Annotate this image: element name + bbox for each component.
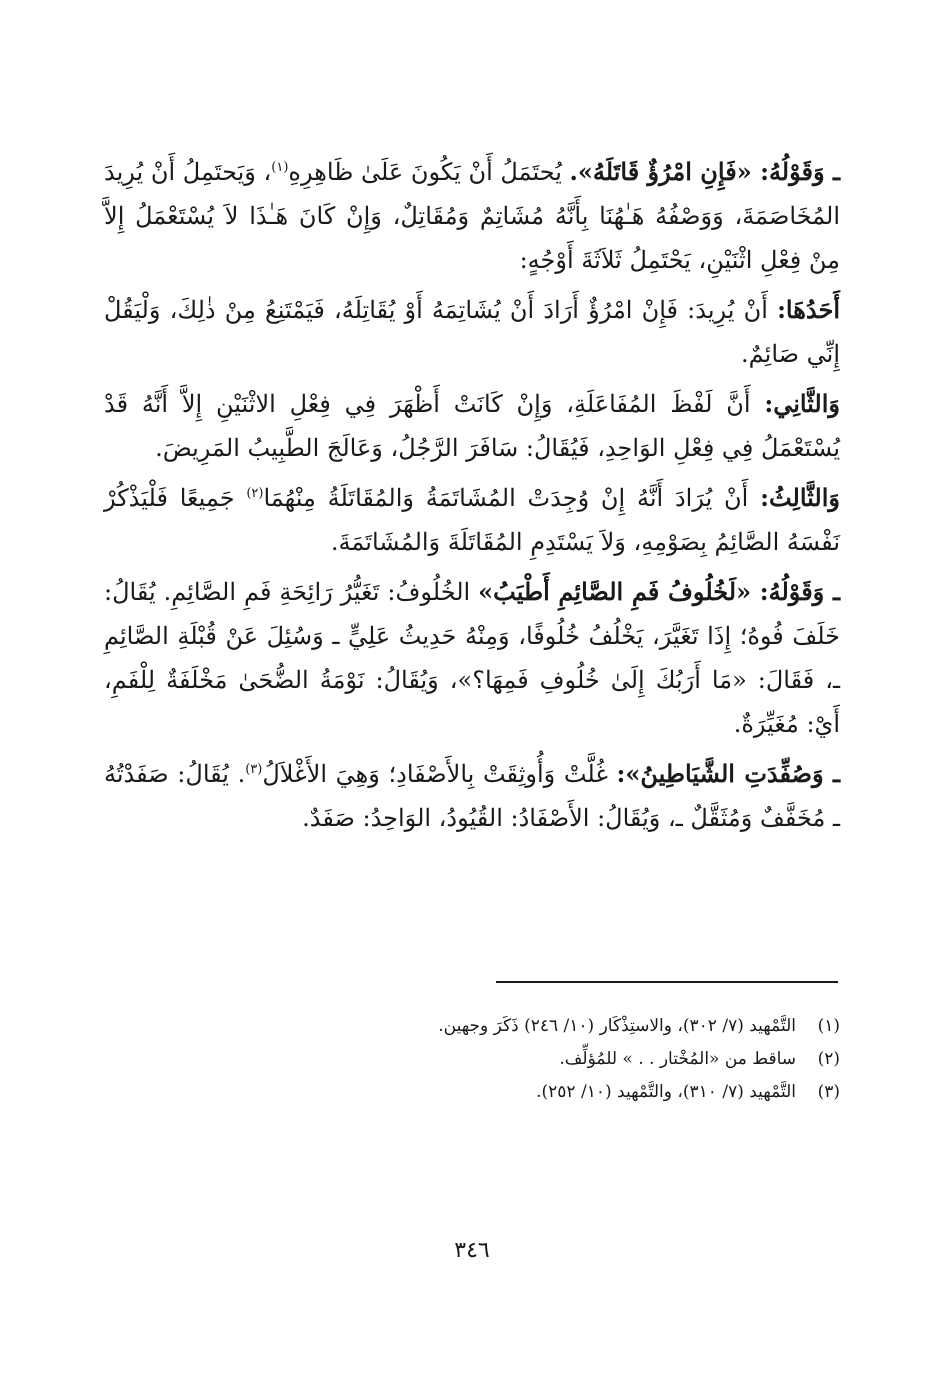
footnote-number: (٣) (817, 1082, 840, 1102)
footnote-item (104, 1076, 840, 1109)
footnote-number: (١) (817, 1016, 840, 1036)
footnote-item (104, 1010, 840, 1043)
paragraph-3 (104, 382, 840, 470)
paragraph-tail: . يُقَالُ: صَفَدْتُهُ ـ مُخَفَّفٌ وَمُثَقَّلٌ ـ، وَيُقَالُ: الأَصْفَادُ: القُيُودُ، الوَاحِدُ: صَفَدٌ. (104, 760, 840, 832)
paragraph-lead: ـ وَقَوْلُهُ: «لَخُلُوفُ فَمِ الصَّائِمِ أَطْيَبُ» (478, 577, 840, 606)
footnote-text: التَّمْهيد (٧/ ٣٠٢)، والاستِذْكَار (١٠/ ٢٤٦) ذَكَرَ وجهين. (438, 1016, 796, 1036)
paragraph-lead: وَالثَّالِثُ: (760, 483, 840, 512)
paragraph-6 (104, 752, 840, 840)
footnote-ref: (١) (271, 160, 289, 175)
footnote-divider (496, 981, 838, 983)
footnotes (104, 1010, 840, 1109)
footnote-ref: (٢) (246, 486, 264, 501)
paragraph-lead: أَحَدُهَا: (777, 295, 840, 324)
footnote-text: التَّمْهيد (٧/ ٣١٠)، والتَّمْهيد (١٠/ ٢٥٢). (536, 1082, 796, 1102)
paragraph-text: أَنَّ لَفْظَ المُفَاعَلَةِ، وَإِنْ كَانَتْ أَظْهَرَ فِي فِعْلِ الاثْنَيْنِ إِلاَّ أَنَّهُ قَدْ يُسْتَعْمَلُ فِي فِعْلِ الوَاحِدِ، فَيُقَالُ: سَافَرَ الرَّجُلُ، وَعَالَجَ الطَّبِيبُ المَرِيضَ. (104, 390, 840, 462)
page-number: ٣٤٦ (454, 1238, 490, 1263)
paragraph-tail: جَمِيعًا فَلْيَذْكُرْ نَفْسَهُ الصَّائِمُ بِصَوْمِهِ، وَلاَ يَسْتَدِمِ المُقَاتَلَةَ وَالمُشَاتَمَةَ. (104, 484, 840, 556)
paragraph-2 (104, 288, 840, 376)
paragraph-4 (104, 476, 840, 564)
paragraph-text: أَنْ يُرِيدَ: فَإِنْ امْرُؤٌ أَرَادَ أَنْ يُشَاتِمَهُ أَوْ يُقَاتِلَهُ، فَيَمْتَنِعُ مِنْ ذٰلِكَ، وَلْيَقُلْ إِنِّي صَائِمٌ. (104, 296, 840, 368)
footnote-text: ساقط من «المُخْتار . . » للمُؤلِّف. (559, 1049, 796, 1069)
paragraph-lead: ـ وَقَوْلُهُ: «فَإِنِ امْرُؤٌ قَاتَلَهُ». (569, 157, 840, 186)
footnote-item (104, 1043, 840, 1076)
main-text (104, 150, 840, 846)
paragraph-5 (104, 570, 840, 746)
paragraph-lead: وَالثَّانِي: (764, 389, 840, 418)
footnote-number: (٢) (817, 1049, 840, 1069)
paragraph-1 (104, 150, 840, 282)
paragraph-text: الخُلُوفُ: تَغَيُّرُ رَائِحَةِ فَمِ الصَّائِمِ. يُقَالُ: خَلَفَ فُوهُ؛ إِذَا تَغَيَّرَ، يَخْلُفُ خُلُوفًا، وَمِنْهُ حَدِيثُ عَلِيٍّ ـ وَسُئِلَ عَنْ قُبْلَةِ الصَّائِمِ ـ، فَقَالَ: «مَا أَرَبُكَ إِلَىٰ خُلُوفِ فَمِهَا؟»، وَيُقَالُ: نَوْمَةُ الضُّحَىٰ مَخْلَفَةٌ لِلْفَمِ، أَيْ: مُغَيِّرَةٌ. (104, 578, 840, 738)
paragraph-tail: ، وَيَحتَمِلُ أَنْ يُرِيدَ المُخَاصَمَةَ، وَوَصْفُهُ هَـٰهُنَا بِأَنَّهُ مُشَاتِمٌ وَمُقَاتِلٌ، وَإِنْ كَانَ هَـٰذَا لاَ يُسْتَعْمَلُ إِلاَّ مِنْ فِعْلِ اثْنَيْنِ، يَحْتَمِلُ ثَلاَثَةَ أَوْجُهٍ: (104, 158, 840, 274)
paragraph-text: أَنْ يُرَادَ أَنَّهُ إِنْ وُجِدَتْ المُشَاتَمَةُ وَالمُقَاتَلَةُ مِنْهُمَا (263, 484, 761, 512)
paragraph-lead: ـ وَصُفِّدَتِ الشَّيَاطِينُ»: (616, 759, 841, 788)
paragraph-text: يُحتَمَلُ أَنْ يَكُونَ عَلَىٰ ظَاهِرِهِ (288, 158, 570, 186)
paragraph-text: غُلَّتْ وَأُوثِقَتْ بِالأَصْفَادِ؛ وَهِيَ الأَغْلاَلُ (262, 760, 617, 788)
footnote-ref: (٣) (245, 762, 263, 777)
